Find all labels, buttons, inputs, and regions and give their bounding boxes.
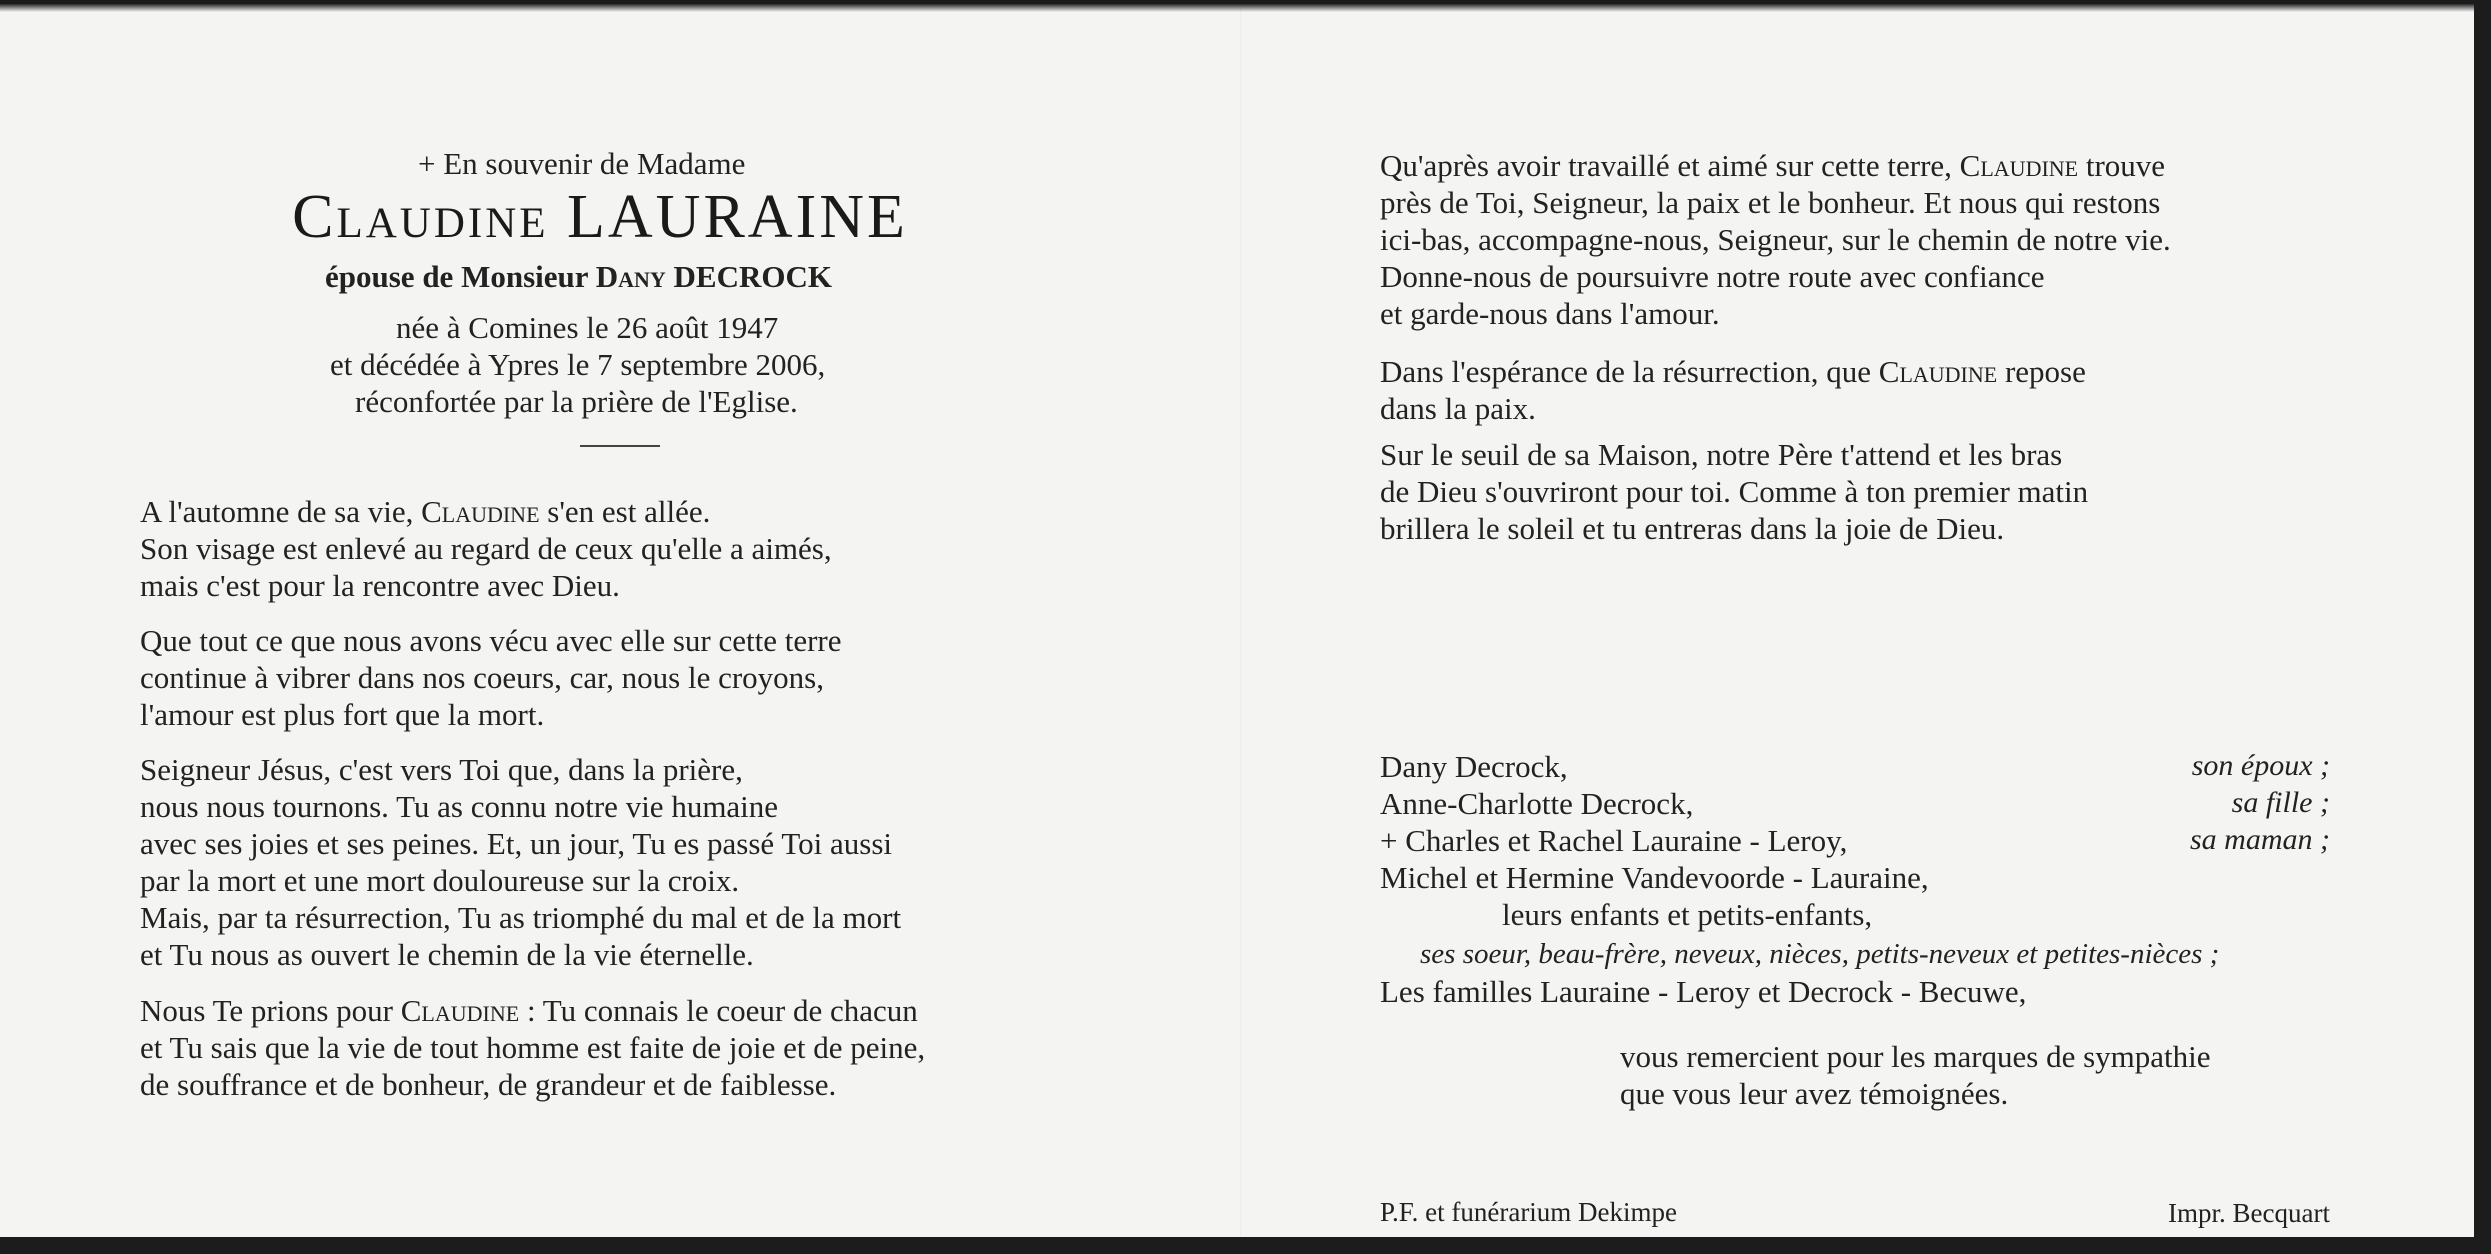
name-smallcaps: Claudine [400,993,520,1028]
text-line: Seigneur Jésus, c'est vers Toi que, dans la prière, [140,752,743,787]
family-daughter: Anne-Charlotte Decrock, [1380,786,1694,821]
family-spouse-role: son époux ; [2191,749,2330,782]
name-smallcaps: Claudine [1878,354,1998,389]
text-line: de Dieu s'ouvriront pour toi. Comme à ton premier matin [1380,474,2089,509]
family-parents-role: sa maman ; [2190,823,2330,856]
divider-rule [580,445,660,447]
text-line: de souffrance et de bonheur, de grandeur et de faiblesse. [140,1067,837,1102]
name-smallcaps: Claudine [1959,148,2079,183]
text-line: dans la paix. [1380,391,1536,426]
text-line [1380,147,2171,184]
printer-credit: Impr. Becquart [2168,1198,2330,1228]
family-daughter-role: sa fille ; [2231,786,2330,819]
text-line: ici-bas, accompagne-nous, Seigneur, sur le chemin de notre vie. [1380,222,2171,257]
thanks-line-1: vous remercient pour les marques de sympathie [1620,1039,2211,1074]
family-sibling: Michel et Hermine Vandevoorde - Lauraine, [1380,860,1929,895]
paragraph-hope [1380,353,2086,427]
remembrance-line: + En souvenir de Madame [418,146,746,181]
spouse-first-name: Dany [595,259,666,294]
paragraph-love [140,622,842,733]
funeral-home-credit: P.F. et funérarium Dekimpe [1380,1197,1678,1227]
text-line: Donne-nous de poursuivre notre route avec confiance [1380,259,2045,294]
center-fold [1240,4,1242,1237]
thanks-line-2: que vous leur avez témoignées. [1620,1076,2009,1111]
spouse-last-name: DECROCK [673,259,832,294]
text-fragment: Qu'après avoir travaillé et aimé sur cette terre, [1380,148,1952,183]
deceased-name: Claudine LAURAINE [292,183,908,251]
text-fragment: Dans l'espérance de la résurrection, que [1380,354,1872,389]
comfort-line: réconfortée par la prière de l'Eglise. [355,384,798,419]
text-fragment: A l'automne de sa vie, [140,494,414,529]
text-line: l'amour est plus fort que la mort. [140,697,545,732]
text-fragment: trouve [2085,148,2166,183]
text-line: près de Toi, Seigneur, la paix et le bonheur. Et nous qui restons [1380,185,2161,220]
text-line: et garde-nous dans l'amour. [1380,296,1720,331]
text-line [1380,353,2086,390]
text-line: Sur le seuil de sa Maison, notre Père t'attend et les bras [1380,437,2063,472]
family-extended: ses soeur, beau-frère, neveux, nièces, petits-neveux et petites-nièces ; [1420,938,2220,970]
text-line: par la mort et une mort douloureuse sur la croix. [140,863,740,898]
text-line: brillera le soleil et tu entreras dans la joie de Dieu. [1380,511,2005,546]
death-line: et décédée à Ypres le 7 septembre 2006, [330,347,826,382]
paragraph-autumn [140,493,832,604]
spouse-line [325,258,832,295]
text-line: et Tu sais que la vie de tout homme est faite de joie et de peine, [140,1030,926,1065]
text-line: Mais, par ta résurrection, Tu as triomphé du mal et de la mort [140,900,902,935]
text-line: avec ses joies et ses peines. Et, un jour, Tu es passé Toi aussi [140,826,892,861]
family-spouse: Dany Decrock, [1380,749,1568,784]
family-households: Les familles Lauraine - Leroy et Decrock - Becuwe, [1380,974,2027,1009]
text-line: mais c'est pour la rencontre avec Dieu. [140,568,620,603]
paragraph-threshold [1380,436,2088,547]
paragraph-peace [1380,147,2171,332]
text-line: et Tu nous as ouvert le chemin de la vie éternelle. [140,937,754,972]
text-fragment: : Tu connais le coeur de chacun [526,993,918,1028]
paragraph-prayer [140,751,901,973]
text-fragment: Nous Te prions pour [140,993,393,1028]
text-line: continue à vibrer dans nos coeurs, car, nous le croyons, [140,660,824,695]
spouse-prefix: épouse de Monsieur [325,259,588,294]
text-fragment: repose [2004,354,2086,389]
top-edge-shadow [0,4,2474,12]
name-smallcaps: Claudine [421,494,540,529]
family-parents: + Charles et Rachel Lauraine - Leroy, [1380,823,1848,858]
family-children: leurs enfants et petits-enfants, [1502,897,1873,932]
text-line [140,493,832,530]
text-line: Son visage est enlevé au regard de ceux qu'elle a aimés, [140,531,832,566]
memorial-card [0,4,2474,1237]
birth-line: née à Comines le 26 août 1947 [396,310,779,345]
text-line: nous nous tournons. Tu as connu notre vie humaine [140,789,779,824]
text-fragment: s'en est allée. [547,494,711,529]
text-line [140,992,925,1029]
paragraph-intercession [140,992,925,1103]
text-line: Que tout ce que nous avons vécu avec elle sur cette terre [140,623,842,658]
